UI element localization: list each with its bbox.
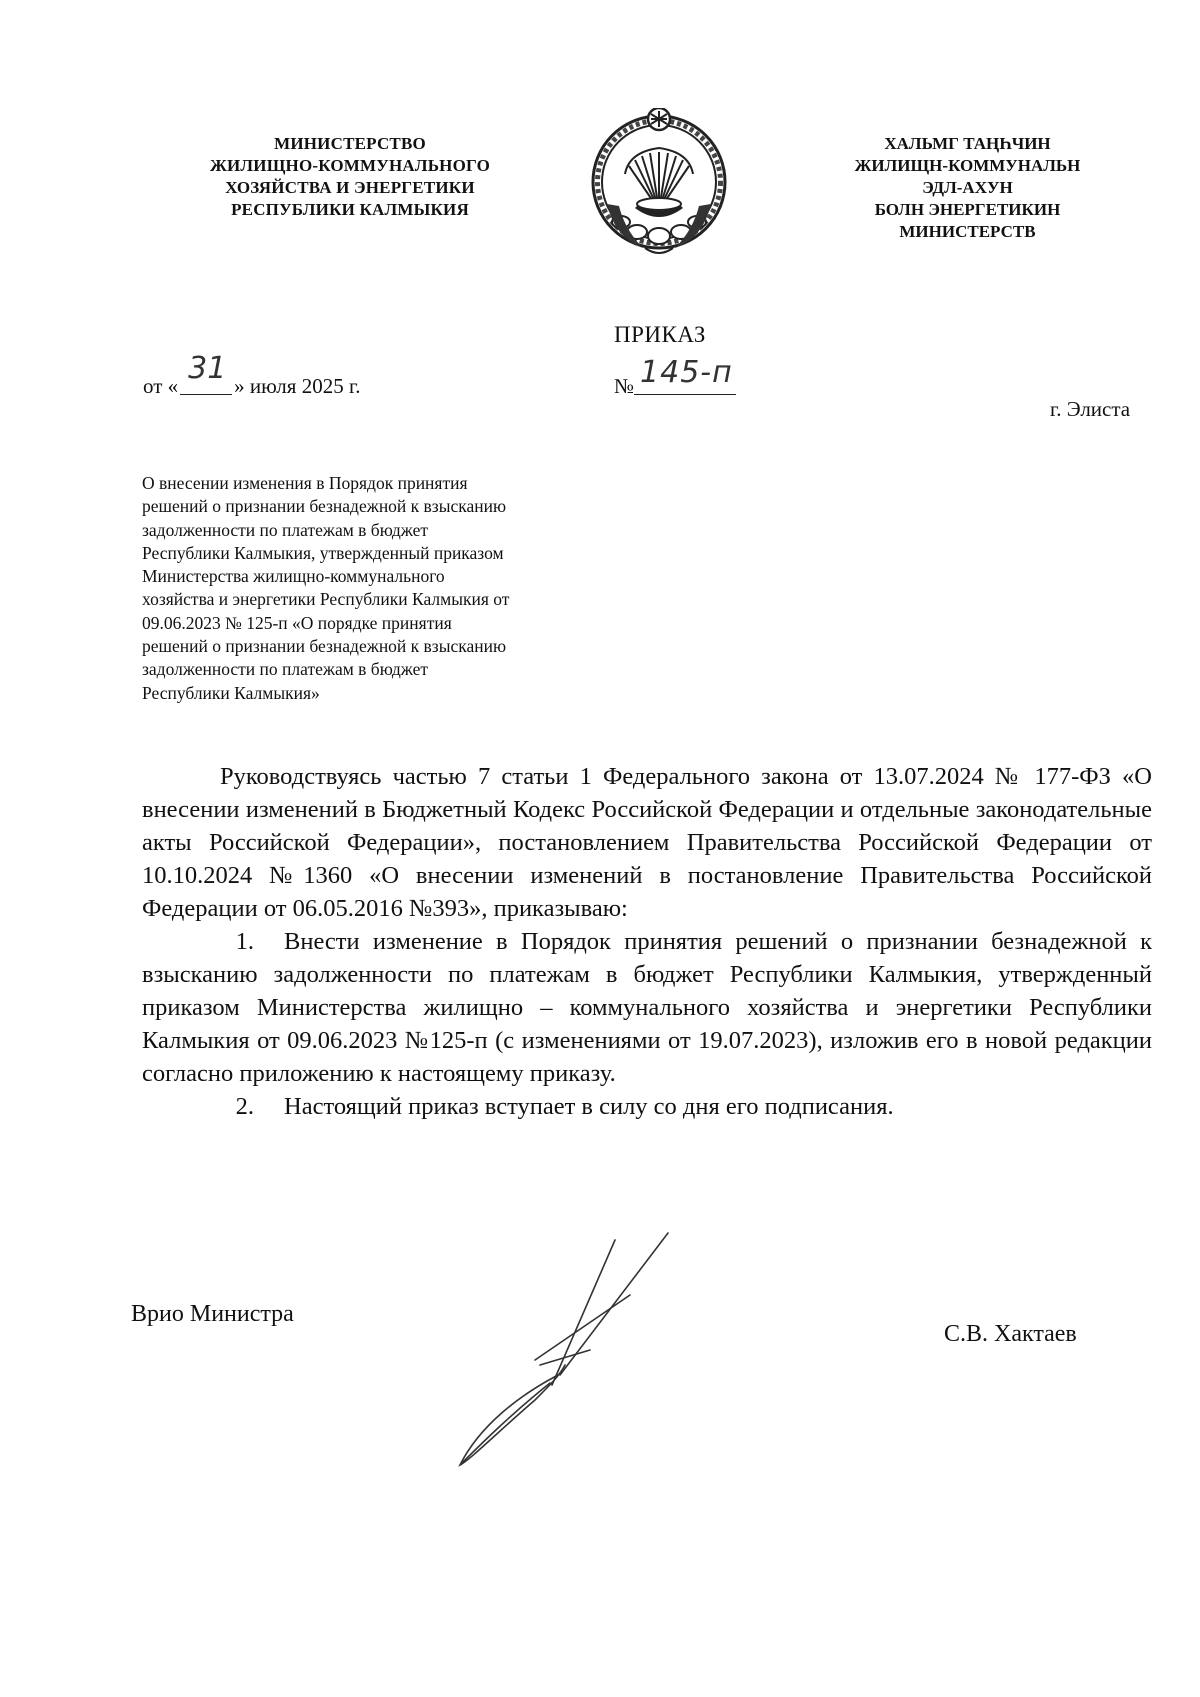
header-line: МИНИСТЕРСТВО xyxy=(274,134,426,153)
order-date xyxy=(143,351,361,399)
subject-line: О внесении изменения в Порядок принятия xyxy=(142,473,468,493)
header-line: ЭДЛ-АХУН xyxy=(922,178,1013,197)
header-line: ХАЛЬМГ ТАҢҺЧИН xyxy=(884,134,1051,153)
date-prefix: от « xyxy=(143,374,179,398)
number-prefix: № xyxy=(614,374,635,398)
subject-line: решений о признании безнадежной к взысканию xyxy=(142,496,507,517)
document-title: ПРИКАЗ xyxy=(614,322,706,347)
header-line: МИНИСТЕРСТВ xyxy=(899,222,1036,241)
header-line: ЖИЛИЩНО-КОММУНАЛЬНОГО xyxy=(209,156,491,175)
subject-line: задолженности по платежам в бюджет xyxy=(142,519,429,540)
header-line: БОЛН ЭНЕРГЕТИКИН xyxy=(874,200,1061,219)
order-subject xyxy=(142,472,622,705)
date-day-handwritten: 31 xyxy=(188,351,227,386)
order-item xyxy=(142,925,1152,1090)
subject-line: Министерства жилищно-коммунального xyxy=(142,566,445,587)
subject-line: задолженности по платежам в бюджет xyxy=(142,659,429,680)
subject-line: 09.06.2023 № 125-п «О порядке принятия xyxy=(142,612,452,633)
subject-line: хозяйства и энергетики Республики Калмыкия от xyxy=(142,589,510,610)
subject-line: Республики Калмыкия, утвержденный приказом xyxy=(142,542,504,563)
header-line: ХОЗЯЙСТВА И ЭНЕРГЕТИКИ xyxy=(225,178,475,197)
number-field xyxy=(634,355,754,393)
date-day-field xyxy=(178,351,234,393)
preamble: Руководствуясь частью 7 статьи 1 Федерального закона от 13.07.2024 № 177-ФЗ «О внесении изменений в Бюджетный Кодекс Российской Федерации и отдельные законодательные акты Российской Федерации», постановлением Правительства Российской Федерации от 10.10.2024 №1360 «О внесении изменений в постановление Правительства Российской Федерации от 06.05.2016 №393», приказываю: xyxy=(142,763,1152,922)
signatory-name: С.В. Хактаев xyxy=(944,1321,1077,1347)
signatory-position: Врио Министра xyxy=(131,1301,294,1327)
handwritten-signature-icon xyxy=(440,1225,740,1475)
date-suffix: » июля 2025 г. xyxy=(234,374,361,398)
order-body xyxy=(142,760,1152,1123)
subject-line: Республики Калмыкия» xyxy=(142,682,320,703)
item-number: 1. xyxy=(235,928,254,955)
coat-of-arms-icon xyxy=(585,108,733,268)
header-line: РЕСПУБЛИКИ КАЛМЫКИЯ xyxy=(231,200,469,219)
header-line: ЖИЛИЩН-КОММУНАЛЬН xyxy=(854,156,1081,175)
ministry-header-kalmyk xyxy=(800,133,1135,243)
order-item xyxy=(142,1090,1152,1123)
item-text: Внести изменение в Порядок принятия решений о признании безнадежной к взысканию задолженности по платежам в бюджет Республики Калмыкия, утвержденный приказом Министерства жилищно – коммунального хозяйства и энергетики Республики Калмыкия от 09.06.2023 №125-п (с изменениями от 19.07.2023), изложив его в новой редакции согласно приложению к настоящему приказу. xyxy=(142,928,1152,1087)
order-number xyxy=(614,355,754,399)
item-text: Настоящий приказ вступает в силу со дня его подписания. xyxy=(284,1093,894,1120)
item-number: 2. xyxy=(235,1093,254,1120)
subject-line: решений о признании безнадежной к взысканию xyxy=(142,636,507,657)
city: г. Элиста xyxy=(1050,397,1131,421)
ministry-header-russian xyxy=(170,133,530,221)
number-handwritten: 145-п xyxy=(640,355,733,390)
